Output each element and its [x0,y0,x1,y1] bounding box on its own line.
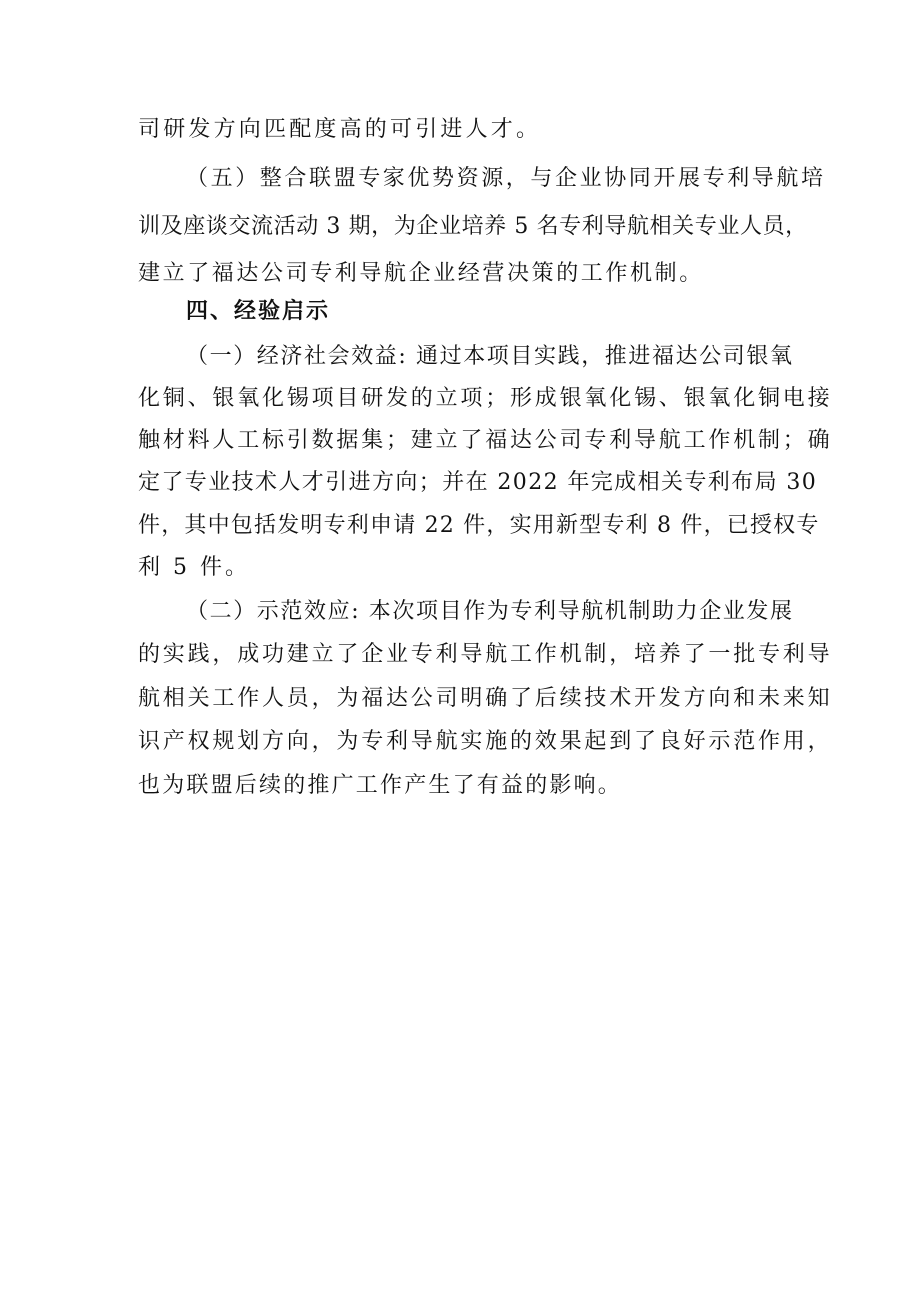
text-line: 也为联盟后续的推广工作产生了有益的影响。 [138,773,623,798]
text-line: 航相关工作人员，为福达公司明确了后续技术开发方向和未来知 [138,686,833,711]
text-line: 化铜、银氧化锡项目研发的立项；形成银氧化锡、银氧化铜电接 [138,386,833,411]
text-line: 司研发方向匹配度高的可引进人才。 [138,117,542,142]
paragraph-one-line: （一）经济社会效益: 通过本项目实践，推进福达公司银氧 [186,344,794,369]
paragraph-two-line: （二）示范效应: 本次项目作为专利导航机制助力企业发展 [186,599,794,624]
text-line: 利 5 件。 [138,555,250,580]
text-line: 定了专业技术人才引进方向；并在 2022 年完成相关专利布局 30 [138,470,818,495]
section-heading: 四、经验启示 [186,299,331,324]
text-line: 训及座谈交流活动 3 期，为企业培养 5 名专利导航相关专业人员， [138,214,808,239]
paragraph-five-line: （五）整合联盟专家优势资源，与企业协同开展专利导航培 [186,166,826,191]
text-line: 件，其中包括发明专利申请 22 件，实用新型专利 8 件，已授权专 [138,513,820,538]
text-line: 的实践，成功建立了企业专利导航工作机制，培养了一批专利导 [138,642,833,667]
text-line: 识产权规划方向，为专利导航实施的效果起到了良好示范作用， [138,729,833,754]
text-line: 触材料人工标引数据集；建立了福达公司专利导航工作机制；确 [138,428,833,453]
text-line: 建立了福达公司专利导航企业经营决策的工作机制。 [138,261,704,286]
